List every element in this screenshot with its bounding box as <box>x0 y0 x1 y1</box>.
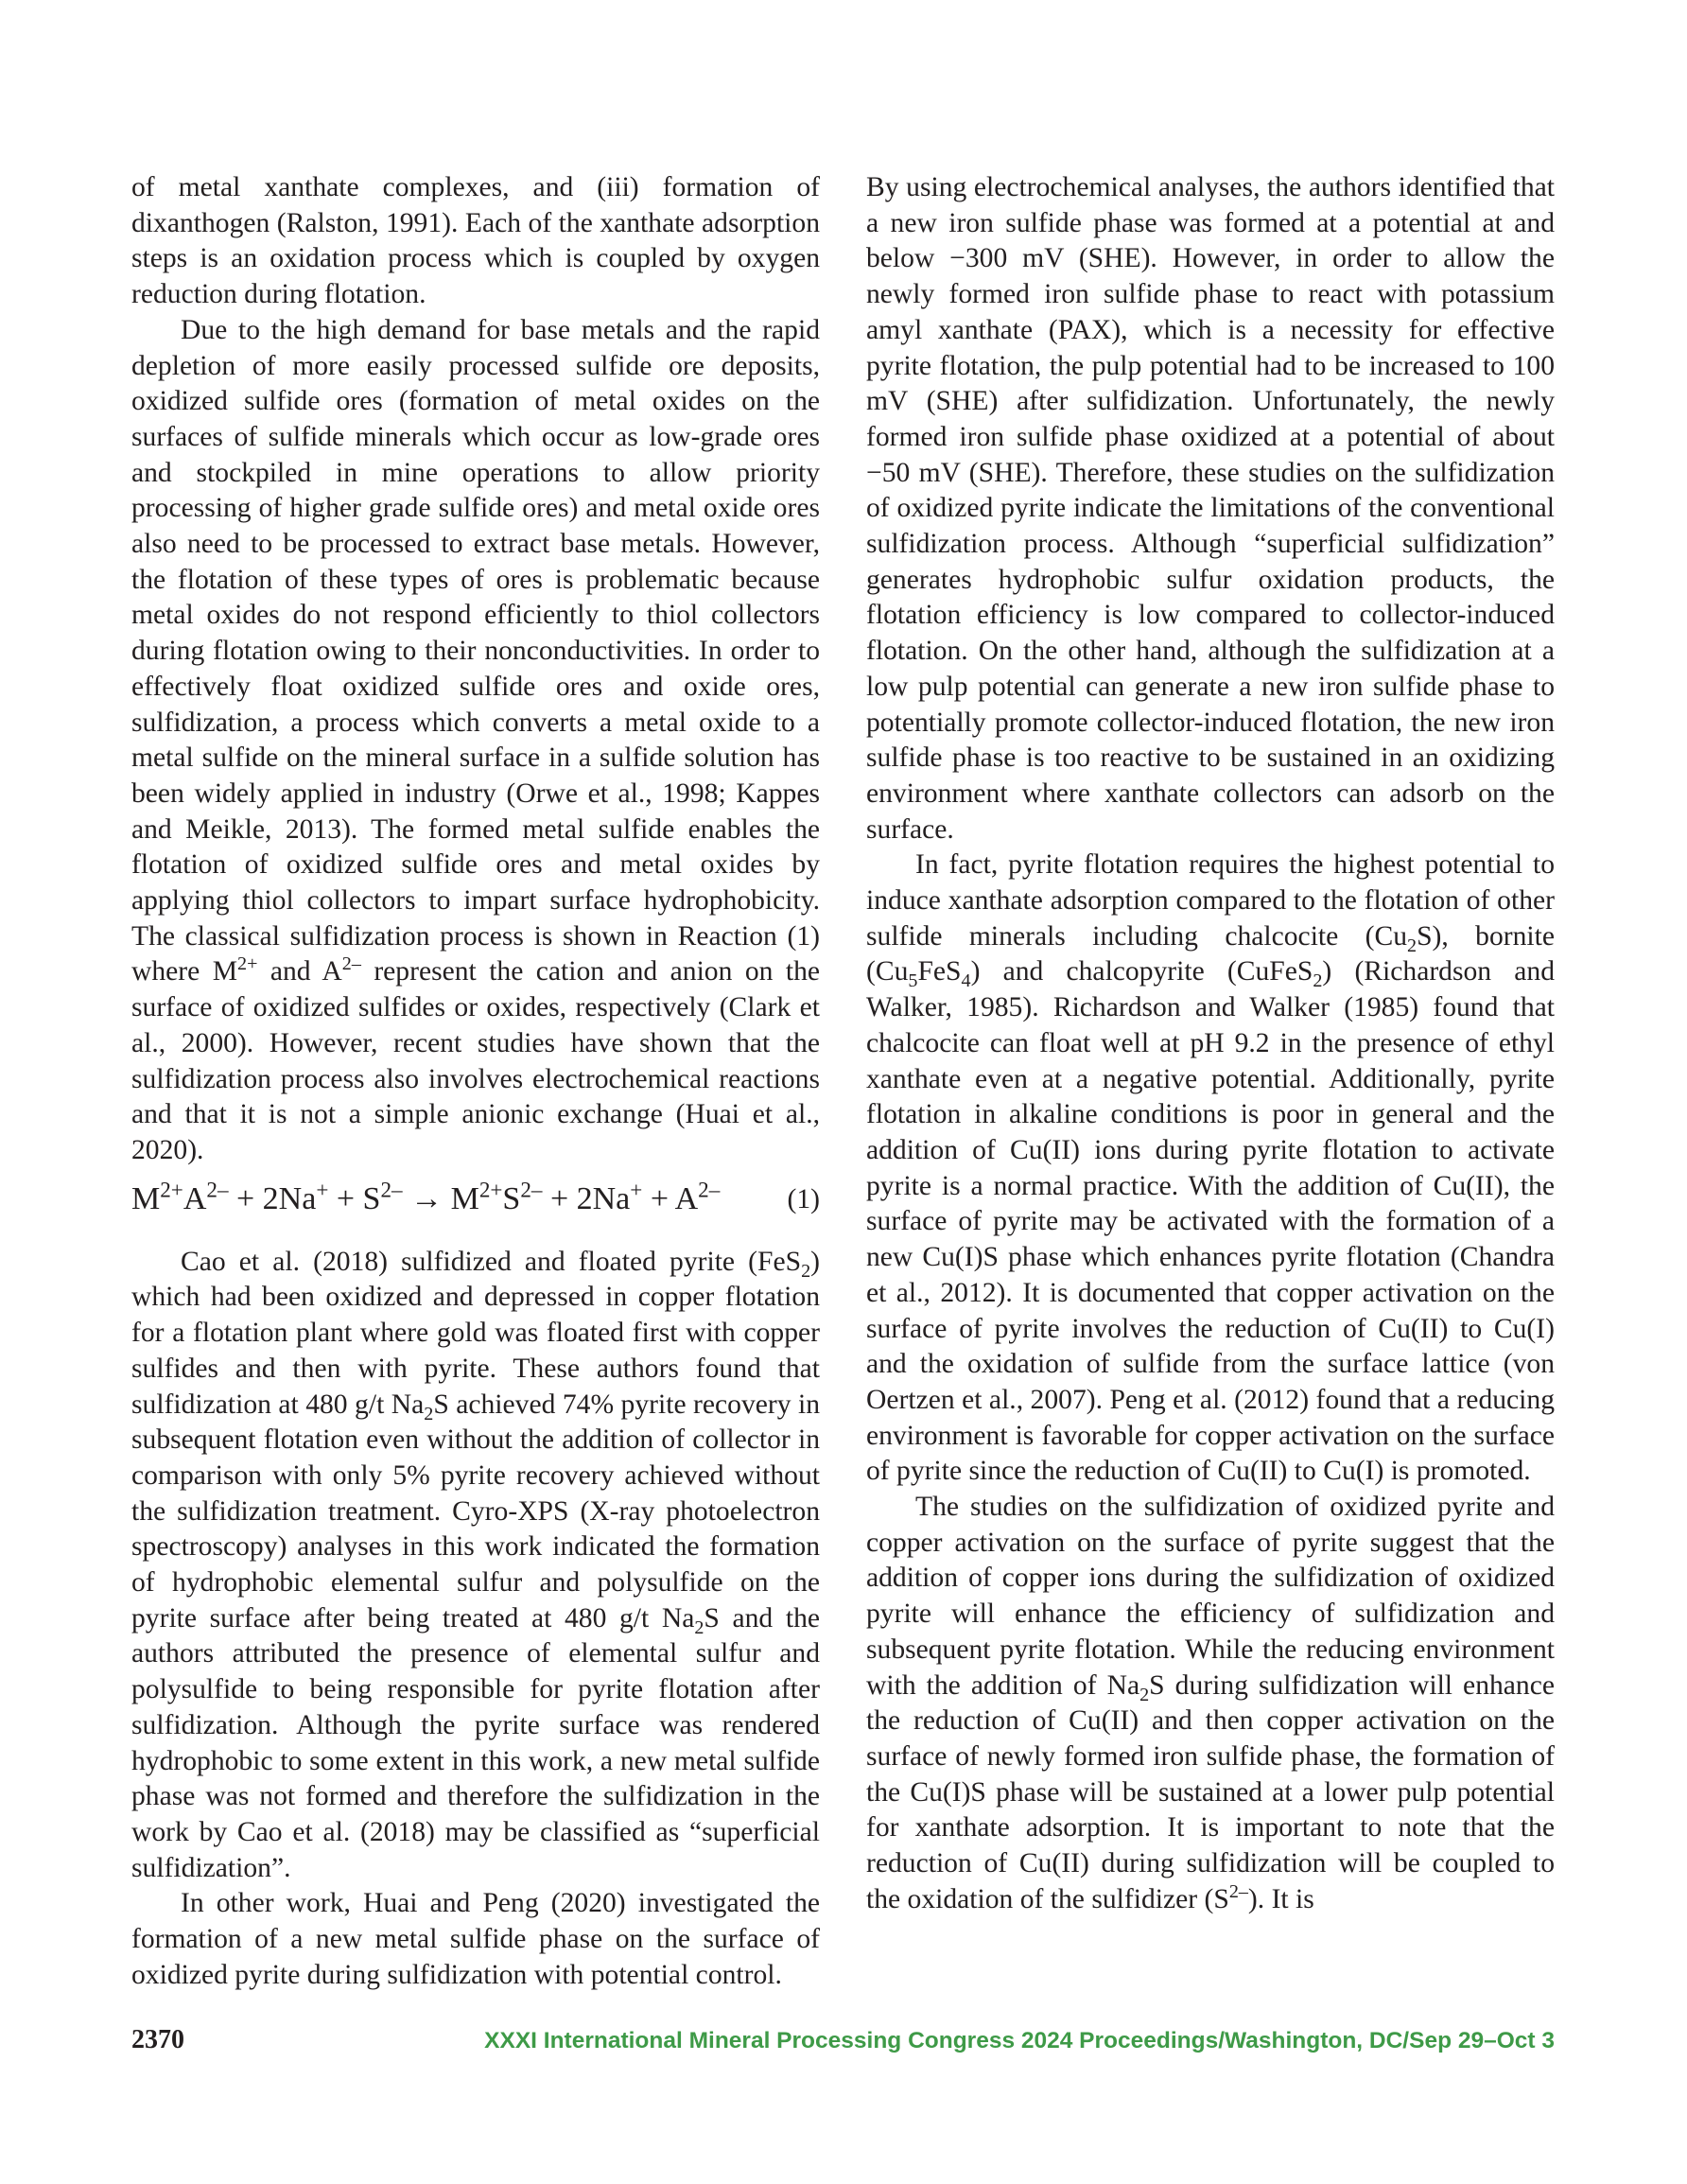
equation-expression: $M^{2+}A^{2-} + 2Na^+ + S^{2-} \to M^{2+}S^{2-} + 2Na^+ + A^{2-}$ <box>131 1178 721 1216</box>
running-footer: XXXI International Mineral Processing Congress 2024 Proceedings/Washington, DC/Sep 29–Oct 3 <box>484 2028 1555 2053</box>
paragraph: In fact, pyrite flotation requires the highest potential to induce xanthate adsorption compared to the flotation of other sulfide minerals including chalcocite $(Cu_2S)$, bornite $(Cu_5FeS_4)$ and chalcopyrite (CuFeS$_2$) (Richardson and Walker, 1985). Richardson and Walker (1985) found that chalcocite can float well at pH 9.2 in the presence of ethyl xanthate even at a negative potential. Additionally, pyrite flotation in alkaline conditions is poor in general and the addition of Cu(II) ions during pyrite flotation to activate pyrite is a normal practice. With the addition of Cu(II), the surface of pyrite may be activated with the formation of a new Cu(I)S phase which enhances pyrite flotation (Chandra et al., 2012). It is documented that copper activation on the surface of pyrite involves the reduction of Cu(II) to Cu(I) and the oxidation of sulfide from the surface lattice (von Oertzen et al., 2007). Peng et al. (2012) found that a reducing environment is favorable for copper activation on the surface of pyrite since the reduction of Cu(II) to Cu(I) is promoted. <box>866 849 1555 1487</box>
page-footer <box>131 2025 1555 2055</box>
paragraph: In other work, Huai and Peng (2020) investigated the formation of a new metal sulfide phase on the surface of oxidized pyrite during sulfidization with potential control. <box>131 1888 820 1990</box>
paragraph: Cao et al. (2018) sulfidized and floated pyrite (FeS$_2$) which had been oxidized and depressed in copper flotation for a flotation plant where gold was floated first with copper sulfides and then with pyrite. These authors found that sulfidization at 480 g/t $Na_2S$ achieved 74% pyrite recovery in subsequent flotation even without the addition of collector in comparison with only 5% pyrite recovery achieved without the sulfidization treatment. Cyro-XPS (X-ray photoelectron spectroscopy) analyses in this work indicated the formation of hydrophobic elemental sulfur and polysulfide on the pyrite surface after being treated at 480 g/t $Na_2S$ and the authors attributed the presence of elemental sulfur and polysulfide to being responsible for pyrite flotation after sulfidization. Although the pyrite surface was rendered hydrophobic to some extent in this work, a new metal sulfide phase was not formed and therefore the sulfidization in the work by Cao et al. (2018) may be classified as “superficial sulfidization”. <box>131 1246 821 1883</box>
right-column <box>866 170 1555 1917</box>
page-number: 2370 <box>131 2025 184 2054</box>
paragraph: of metal xanthate complexes, and (iii) formation of dixanthogen (Ralston, 1991). Each of the xanthate adsorption steps is an oxidation process which is coupled by oxygen reduction during flotation. <box>131 172 820 310</box>
reaction-equation <box>131 1179 820 1220</box>
paragraph: Due to the high demand for base metals and the rapid depletion of more easily processed sulfide ore deposits, oxidized sulfide ores (formation of metal oxides on the surfaces of sulfide minerals which occur as low-grade ores and stockpiled in mine operations to allow priority processing of higher grade sulfide ores) and metal oxide ores also need to be processed to extract base metals. However, the flotation of these types of ores is problematic because metal oxides do not respond efficiently to thiol collectors during flotation owing to their nonconductivities. In order to effectively float oxidized sulfide ores and oxide ores, sulfidization, a process which converts a metal oxide to a metal sulfide on the mineral surface in a sulfide solution has been widely applied in industry (Orwe et al., 1998; Kappes and Meikle, 2013). The formed metal sulfide enables the flotation of oxidized sulfide ores and metal oxides by applying thiol collectors to impart surface hydrophobicity. The classical sulfidization process is shown in Reaction (1) where $M^{2+}$ and $A^{2-}$ represent the cation and anion on the surface of oxidized sulfides or oxides, respectively (Clark et al., 2000). However, recent studies have shown that the sulfidization process also involves electrochemical reactions and that it is not a simple anionic exchange (Huai et al., 2020). <box>131 314 821 1165</box>
paragraph: The studies on the sulfidization of oxidized pyrite and copper activation on the surface of pyrite suggest that the addition of copper ions during the sulfidization of oxidized pyrite will enhance the efficiency of sulfidization and subsequent pyrite flotation. While the reducing environment with the addition of $Na_2S$ during sulfidization will enhance the reduction of Cu(II) and then copper activation on the surface of newly formed iron sulfide phase, the formation of the Cu(I)S phase will be sustained at a lower pulp potential for xanthate adsorption. It is important to note that the reduction of Cu(II) during sulfidization will be coupled to the oxidation of the sulfidizer $(S^{2-})$. It is <box>866 1492 1555 1914</box>
paragraph: By using electrochemical analyses, the authors identified that a new iron sulfide phase was formed at a potential at and below −300 mV (SHE). However, in order to allow the newly formed iron sulfide phase to react with potassium amyl xanthate (PAX), which is a necessity for effective pyrite flotation, the pulp potential had to be increased to 100 mV (SHE) after sulfidization. Unfortunately, the newly formed iron sulfide phase oxidized at a potential of about −50 mV (SHE). Therefore, these studies on the sulfidization of oxidized pyrite indicate the limitations of the conventional sulfidization process. Although “superficial sulfidization” generates hydrophobic sulfur oxidation products, the flotation efficiency is low compared to collector-induced flotation. On the other hand, although the sulfidization at a low pulp potential can generate a new iron sulfide phase to potentially promote collector-induced flotation, the new iron sulfide phase is too reactive to be sustained in an oxidizing environment where xanthate collectors can adsorb on the surface. <box>866 172 1555 845</box>
left-column <box>131 170 820 1993</box>
equation-number: (1) <box>787 1183 820 1214</box>
